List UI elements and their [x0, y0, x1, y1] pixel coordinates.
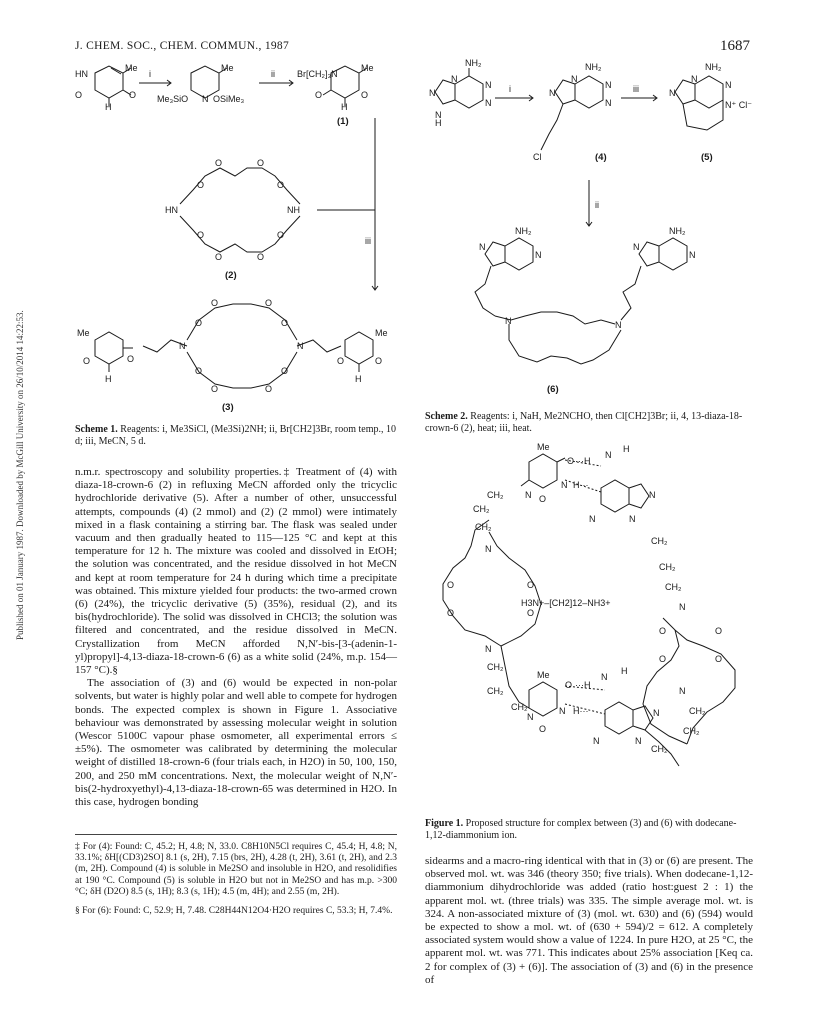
svg-text:CH₂: CH₂: [683, 726, 700, 736]
svg-text:O: O: [75, 90, 83, 100]
svg-text:N: N: [679, 602, 686, 612]
scheme1-reagent-iii: iii: [365, 236, 371, 246]
svg-text:N: N: [679, 686, 686, 696]
svg-text:N: N: [725, 80, 732, 90]
svg-text:O: O: [265, 384, 273, 394]
svg-text:CH₂: CH₂: [487, 686, 504, 696]
svg-text:Me: Me: [375, 328, 388, 338]
svg-text:CH₂: CH₂: [689, 706, 706, 716]
svg-text:N: N: [527, 712, 534, 722]
svg-text:H: H: [623, 444, 630, 454]
svg-text:CH₂: CH₂: [665, 582, 682, 592]
svg-text:H···: H···: [573, 480, 589, 490]
svg-text:O: O: [211, 298, 219, 308]
svg-text:···H: ···H: [575, 456, 591, 466]
svg-text:N: N: [635, 736, 642, 746]
compound-5-label: (5): [701, 152, 713, 163]
svg-text:N: N: [605, 98, 612, 108]
svg-text:N: N: [615, 320, 622, 330]
svg-text:O: O: [129, 90, 137, 100]
left-column: [75, 466, 397, 809]
footnote-1: ‡ For (4): Found: C, 45.2; H, 4.8; N, 33.0. C8H10N5Cl requires C, 45.4; H, 4.8; N, 33.1%; δH[(CD3)2SO] 8.1 (s, 2H), 7.15 (brs, 2H), 4.28 (t, 2H), 3.61 (t, 2H), and 2.3 (m, 2H). Compound (4) is soluble in Me2SO and insoluble in H2O, and resolidifies at 190 °C. Compound (5) is soluble in H2O but not in Me2SO and has m.p. >300 °C; δH (D2O) 8.5 (s, 1H); 8.3 (s, 1H); 4.5 (m, 4H); and 2.55 (m, 2H).: [75, 842, 397, 897]
svg-text:O: O: [715, 654, 723, 664]
svg-text:N: N: [479, 242, 486, 252]
svg-text:O: O: [215, 158, 223, 168]
svg-text:O: O: [127, 354, 135, 364]
svg-text:N: N: [571, 74, 578, 84]
svg-text:O: O: [715, 626, 723, 636]
svg-text:O: O: [527, 580, 535, 590]
svg-text:O: O: [257, 158, 265, 168]
svg-text:Me: Me: [537, 670, 550, 680]
svg-text:N: N: [202, 94, 209, 104]
running-head: J. CHEM. SOC., CHEM. COMMUN., 1987: [75, 40, 290, 52]
scheme2-caption: [425, 411, 753, 434]
svg-text:HN: HN: [165, 205, 178, 215]
download-watermark-text: Published on 01 January 1987. Downloaded by McGill University on 26/10/2014 14:22:53.: [15, 310, 25, 640]
figure1-caption: [425, 818, 753, 841]
svg-text:O: O: [211, 384, 219, 394]
svg-text:HN: HN: [75, 69, 88, 79]
scheme2-reagent-ii: ii: [595, 200, 599, 210]
svg-text:CH₂: CH₂: [475, 522, 492, 532]
svg-text:N: N: [593, 736, 600, 746]
svg-text:NH₂: NH₂: [515, 226, 532, 236]
svg-text:O: O: [281, 366, 289, 376]
footnote-rule: [75, 834, 397, 835]
svg-text:O: O: [337, 356, 345, 366]
scheme1-reagent-i: i: [149, 69, 151, 79]
svg-text:N: N: [485, 644, 492, 654]
svg-text:N: N: [297, 341, 304, 351]
right-column: [425, 855, 753, 987]
scheme1-reagent-ii: ii: [271, 69, 275, 79]
footnote-2: § For (6): Found: C, 52.9; H, 7.48. C28H44N12O4·H2O requires C, 53.3; H, 7.4%.: [75, 906, 393, 917]
svg-text:CH₂: CH₂: [473, 504, 490, 514]
svg-text:O: O: [277, 230, 285, 240]
svg-text:N: N: [629, 514, 636, 524]
svg-text:N: N: [669, 88, 676, 98]
svg-text:O: O: [361, 90, 369, 100]
footnotes: [75, 842, 397, 917]
svg-text:O: O: [257, 252, 265, 262]
svg-text:NH₂: NH₂: [465, 58, 482, 68]
svg-text:Me₃SiO: Me₃SiO: [157, 94, 189, 104]
svg-text:OSiMe₃: OSiMe₃: [213, 94, 245, 104]
svg-text:Me: Me: [537, 442, 550, 452]
svg-text:O: O: [197, 230, 205, 240]
svg-text:O: O: [565, 680, 573, 690]
svg-text:N: N: [605, 80, 612, 90]
svg-text:N: N: [633, 242, 640, 252]
scheme1-caption: [75, 424, 397, 447]
scheme-2: [425, 58, 755, 408]
figure1-caption-text: Proposed structure for complex between (3) and (6) with dodecane-1,12-diammonium ion.: [425, 818, 737, 841]
svg-text:H: H: [341, 102, 348, 112]
svg-text:O: O: [277, 180, 285, 190]
download-watermark: [4, 80, 25, 640]
svg-text:N: N: [429, 88, 436, 98]
svg-text:O: O: [567, 456, 575, 466]
svg-text:···H: ···H: [575, 680, 591, 690]
svg-text:O: O: [539, 724, 547, 734]
svg-text:O: O: [447, 608, 455, 618]
svg-text:CH₂: CH₂: [487, 662, 504, 672]
scheme2-reagent-iii: iii: [633, 84, 639, 94]
svg-text:O: O: [375, 356, 383, 366]
svg-text:N: N: [485, 80, 492, 90]
svg-text:N: N: [589, 514, 596, 524]
svg-text:O: O: [447, 580, 455, 590]
figure-1: [425, 440, 755, 825]
svg-text:H: H: [435, 118, 442, 128]
svg-text:N: N: [649, 490, 656, 500]
svg-text:N: N: [559, 706, 566, 716]
svg-text:Me: Me: [221, 63, 234, 73]
svg-text:CH₂: CH₂: [511, 702, 528, 712]
left-paragraph-1: n.m.r. spectroscopy and solubility properties.‡ Treatment of (4) with diaza-18-crown-6 (2) in refluxing MeCN afforded only the tricyclic hydrochloride derivative (5). After a number of other, unsuccessful attempts, compounds (4) (2 mmol) and (2) (2 mmol) were intimately mixed in a flask containing a stirring bar. The flask was sealed under vacuum and then gradually heated to 115—125 °C and kept at this temperature for 12 h. The mixture was cooled and dissolved in EtOH; the solution was concentrated, and the residue dissolved in hot MeCN and kept at room temperature for 24 h during which time a precipitate was obtained. This mixture yielded four products: the two-armed crown (6) (24%), the tricyclic derivative (5) (35%), residual (2), and its bis(hydrochloride). The solid was dissolved in CHCl3; the solution was filtered and concentrated, and the residue dissolved in MeCN. Crystallization from MeCN afforded N,N′-bis-[3-(adenin-1-yl)propyl]-4,13-diaza-18-crown-6 (6) as a white solid (24%, m.p. 154—157 °C).§: [75, 466, 397, 677]
svg-text:Br[CH₂]₃N: Br[CH₂]₃N: [297, 69, 338, 79]
svg-text:N: N: [561, 480, 568, 490]
svg-text:O: O: [659, 654, 667, 664]
compound-3-label-wrap: [222, 400, 252, 414]
svg-text:H: H: [621, 666, 628, 676]
svg-text:N⁺ Cl⁻: N⁺ Cl⁻: [725, 100, 752, 110]
svg-text:N: N: [549, 88, 556, 98]
svg-text:CH₂: CH₂: [659, 562, 676, 572]
scheme2-caption-label: Scheme 2.: [425, 411, 468, 422]
svg-text:N: N: [691, 74, 698, 84]
svg-text:CH₂: CH₂: [487, 490, 504, 500]
svg-text:N: N: [689, 250, 696, 260]
svg-text:N: N: [535, 250, 542, 260]
compound-2-label: (2): [225, 270, 237, 281]
svg-text:NH₂: NH₂: [705, 62, 722, 72]
svg-text:N: N: [485, 98, 492, 108]
left-paragraph-2: The association of (3) and (6) would be expected in non-polar solvents, but water is highly polar and well able to compete for hydrogen bonds. The expected complex is shown in Figure 1. Associative behaviour was demonstrated by assessing molecular weight in solution (Wescor 5100C vapour phase osmometer, all experimental errors ≤ ±5%). The osmometer was calibrated by determining the molecular weight of distilled 18-crown-6 (four trials each, in H2O) in 50, 100, 150, 200, and 250 mM concentrations. Next, the molecular weight of N,N′-bis(2-hydroxyethyl)-4,13-diaza-18-crown-65 was determined in H2O. In this case, hydrogen bonding: [75, 677, 397, 809]
scheme1-caption-label: Scheme 1.: [75, 424, 118, 435]
compound-6-label: (6): [547, 384, 559, 395]
svg-text:N: N: [485, 544, 492, 554]
svg-text:O: O: [527, 608, 535, 618]
svg-text:O: O: [539, 494, 547, 504]
svg-text:O: O: [195, 366, 203, 376]
compound-1-label: (1): [337, 116, 349, 127]
svg-text:H: H: [105, 374, 112, 384]
svg-text:O: O: [195, 318, 203, 328]
svg-text:NH₂: NH₂: [585, 62, 602, 72]
svg-text:N: N: [605, 450, 612, 460]
svg-text:N: N: [601, 672, 608, 682]
figure1-caption-label: Figure 1.: [425, 818, 464, 829]
right-paragraph-1: sidearms and a macro-ring identical with that in (3) or (6) are present. The observed mol. wt. was 346 (theory 350; five trials). When dodecane-1,12-diammonium dihydrochloride was added (ratio host:guest 2 : 1) the apparent mol. wt. (three trials) was 335. The simple average mol. wt. is 324. A non-associated mixture of (3) (mol. wt. 630) and (6) (594) would be expected to show a mol. wt. of (630 + 594)/2 = 612. A completely associated system would show a value of 1224. In pure H2O, at 25 °C, the apparent mol. wt. was 771. This indicates about 25% association [Keq ca. 2 for complex of (3) + (6)]. The association of (3) and (6) in the presence of: [425, 855, 753, 986]
compound-4-label: (4): [595, 152, 607, 163]
svg-text:H: H: [355, 374, 362, 384]
scheme2-reagent-i: i: [509, 84, 511, 94]
scheme-1: [75, 58, 405, 398]
svg-text:N: N: [505, 316, 512, 326]
svg-text:CH₂: CH₂: [651, 536, 668, 546]
scheme2-caption-text: Reagents: i, NaH, Me2NCHO, then Cl[CH2]3Br; ii, 4, 13-diaza-18-crown-6 (2), heat; iii, heat.: [425, 411, 743, 434]
scheme1-caption-text: Reagents: i, Me3SiCl, (Me3Si)2NH; ii, Br[CH2]3Br, room temp., 10 d; iii, MeCN, 5 d.: [75, 424, 396, 447]
svg-text:Cl: Cl: [533, 152, 542, 162]
figure1-guest: H3N+–[CH2]12–NH3+: [521, 598, 611, 608]
svg-text:N: N: [179, 341, 186, 351]
svg-text:Me: Me: [361, 63, 374, 73]
svg-text:N: N: [653, 708, 660, 718]
svg-text:N: N: [451, 74, 458, 84]
svg-text:N: N: [435, 110, 442, 120]
svg-text:O: O: [215, 252, 223, 262]
compound-3-label: (3): [222, 402, 234, 413]
svg-text:NH₂: NH₂: [669, 226, 686, 236]
svg-text:H···: H···: [573, 706, 589, 716]
svg-text:O: O: [315, 90, 323, 100]
svg-text:O: O: [197, 180, 205, 190]
svg-text:Me: Me: [125, 63, 138, 73]
page-number: 1687: [720, 38, 750, 54]
svg-text:O: O: [83, 356, 91, 366]
svg-text:CH₂: CH₂: [651, 744, 668, 754]
svg-text:O: O: [281, 318, 289, 328]
svg-text:H: H: [105, 102, 112, 112]
svg-text:NH: NH: [287, 205, 300, 215]
svg-text:Me: Me: [77, 328, 90, 338]
svg-text:O: O: [659, 626, 667, 636]
svg-text:N: N: [525, 490, 532, 500]
svg-text:O: O: [265, 298, 273, 308]
